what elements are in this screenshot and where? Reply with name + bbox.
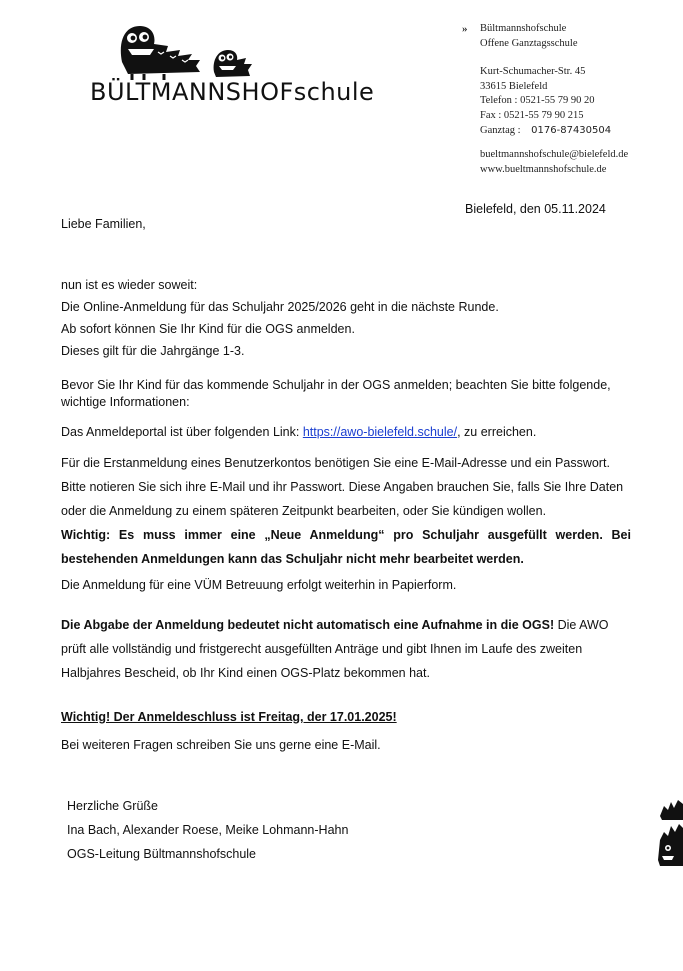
abgabe-bold: Die Abgabe der Anmeldung bedeutet nicht automatisch eine Aufnahme in die OGS! <box>61 618 555 632</box>
account-line-3: oder die Anmeldung zu einem späteren Zeitpunkt bearbeiten, oder Sie kündigen wollen. <box>61 504 547 518</box>
account-line-1: Für die Erstanmeldung eines Benutzerkontos benötigen Sie eine E-Mail-Adresse und ein Passwort. <box>61 456 610 470</box>
city: 33615 Bielefeld <box>480 80 548 92</box>
intro-line-1: nun ist es wieder soweit: <box>61 278 198 292</box>
deadline-notice: Wichtig! Der Anmeldeschluss ist Freitag, der 17.01.2025! <box>61 710 397 724</box>
abgabe-line-2: prüft alle vollständig und fristgerecht ausgefüllten Anträge und gibt Ihnen im Laufe des zweiten <box>61 642 583 656</box>
vuem-paragraph: Die Anmeldung für eine VÜM Betreuung erfolgt weiterhin in Papierform. <box>61 578 457 592</box>
email-link[interactable]: bueltmannshofschule@bielefeld.de <box>480 149 629 161</box>
ganztag-number: 0176-87430504 <box>531 124 612 136</box>
letter-date: Bielefeld, den 05.11.2024 <box>465 202 606 216</box>
portal-prefix: Das Anmeldeportal ist über folgenden Link: <box>61 425 303 439</box>
signature-org: OGS-Leitung Bültmannshofschule <box>67 847 256 861</box>
intro-line-2: Die Online-Anmeldung für das Schuljahr 2025/2026 geht in die nächste Runde. <box>61 300 499 314</box>
ganztag-line <box>462 124 628 139</box>
signature-block <box>67 794 637 866</box>
double-chevron-icon: » <box>462 23 468 35</box>
info-paragraph: Bevor Sie Ihr Kind für das kommende Schuljahr in der OGS anmelden; beachten Sie bitte folgende, wichtige Informationen: <box>61 378 611 409</box>
edge-monster-icon <box>656 796 683 868</box>
school-address-block <box>462 22 628 177</box>
street: Kurt-Schumacher-Str. 45 <box>480 66 586 78</box>
school-name: Bültmannshofschule <box>480 23 567 34</box>
signers: Ina Bach, Alexander Roese, Meike Lohmann-Hahn <box>67 823 349 837</box>
website-link[interactable]: www.bueltmannshofschule.de <box>480 163 607 175</box>
closing: Herzliche Grüße <box>67 799 158 813</box>
portal-suffix: , zu erreichen. <box>457 425 537 439</box>
intro-line-4: Dieses gilt für die Jahrgänge 1-3. <box>61 344 245 358</box>
questions-line: Bei weiteren Fragen schreiben Sie uns gerne eine E-Mail. <box>61 738 381 752</box>
monster-mascot-icon <box>88 22 358 82</box>
portal-link[interactable]: https://awo-bielefeld.schule/ <box>302 425 458 439</box>
fax: Fax : 0521-55 79 90 215 <box>480 109 584 121</box>
important-note: Wichtig: Es muss immer eine „Neue Anmeldung“ pro Schuljahr ausgefüllt werden. Bei bestehenden Anmeldungen kann das Schuljahr nicht mehr bearbeitet werden. <box>61 528 631 566</box>
salutation: Liebe Familien, <box>61 217 146 231</box>
ganztag-label: Ganztag : <box>480 124 521 136</box>
account-line-2: Bitte notieren Sie sich ihre E-Mail und ihr Passwort. Diese Angaben brauchen Sie, falls Sie Ihre Daten <box>61 480 624 494</box>
intro-block <box>61 274 631 362</box>
portal-paragraph <box>61 421 631 443</box>
phone: Telefon : 0521-55 79 90 20 <box>480 95 595 107</box>
school-type: Offene Ganztagsschule <box>480 37 578 49</box>
school-logo <box>88 22 375 112</box>
intro-line-3: Ab sofort können Sie Ihr Kind für die OGS anmelden. <box>61 322 355 336</box>
abgabe-line-3: Halbjahres Bescheid, ob Ihr Kind einen OGS-Platz bekommen hat. <box>61 666 430 680</box>
account-paragraph <box>61 451 631 571</box>
logo-wordmark: BÜLTMANNSHOFschule <box>90 78 375 106</box>
abgabe-paragraph <box>61 613 631 685</box>
abgabe-line-1: Die AWO <box>554 618 609 632</box>
